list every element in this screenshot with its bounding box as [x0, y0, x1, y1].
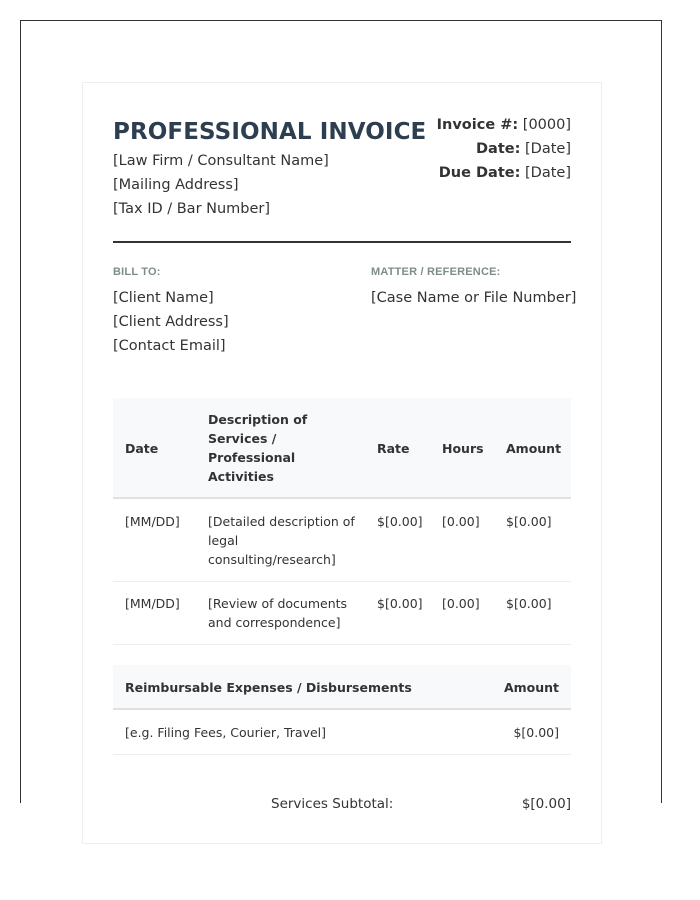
invoice-date-label: Date:	[476, 141, 521, 157]
matter-label: MATTER / REFERENCE:	[371, 266, 501, 278]
col-hours-header: Hours	[442, 441, 484, 456]
services-table-header	[113, 398, 571, 499]
firm-tax-id: [Tax ID / Bar Number]	[113, 201, 271, 217]
col-amount-header: Amount	[506, 441, 562, 456]
table-row	[113, 710, 571, 755]
invoice-number-line	[437, 117, 571, 133]
services-table	[113, 398, 571, 646]
expenses-table-header	[113, 665, 571, 710]
due-date-label: Due Date:	[438, 165, 521, 181]
invoice-sheet	[82, 82, 602, 844]
row-description: [Review of documents and correspondence]	[208, 596, 348, 630]
row-hours: [0.00]	[442, 514, 480, 529]
invoice-number-value: [0000]	[522, 117, 571, 133]
row-date: [MM/DD]	[125, 596, 180, 611]
row-date: [MM/DD]	[125, 514, 180, 529]
table-row	[113, 499, 571, 582]
table-row	[113, 582, 571, 645]
bill-to-label: BILL TO:	[113, 266, 161, 278]
services-subtotal-value: $[0.00]	[521, 796, 571, 812]
row-hours: [0.00]	[442, 596, 480, 611]
invoice-date-line	[476, 141, 571, 157]
due-date-line	[439, 165, 571, 181]
row-rate: $[0.00]	[377, 514, 423, 529]
expense-description-header: Reimbursable Expenses / Disbursements	[125, 680, 412, 695]
matter-value: [Case Name or File Number]	[371, 290, 577, 306]
col-date-header: Date	[125, 441, 159, 456]
expenses-table	[113, 665, 571, 755]
expense-description: [e.g. Filing Fees, Courier, Travel]	[125, 725, 327, 740]
services-subtotal-label: Services Subtotal:	[271, 796, 394, 812]
expense-amount: $[0.00]	[513, 725, 559, 740]
page-frame	[20, 20, 662, 812]
invoice-date-value: [Date]	[525, 141, 571, 157]
client-email: [Contact Email]	[113, 338, 226, 354]
client-name: [Client Name]	[113, 290, 214, 306]
client-address: [Client Address]	[113, 314, 229, 330]
due-date-value: [Date]	[525, 165, 571, 181]
expense-amount-header: Amount	[503, 680, 559, 695]
row-amount: $[0.00]	[506, 596, 552, 611]
firm-name: [Law Firm / Consultant Name]	[113, 153, 329, 169]
row-rate: $[0.00]	[377, 596, 423, 611]
col-description-header: Description of Services / Professional Activities	[208, 412, 308, 484]
invoice-title: PROFESSIONAL INVOICE	[113, 119, 427, 145]
row-description: [Detailed description of legal consulting/research]	[208, 514, 355, 567]
firm-address: [Mailing Address]	[113, 177, 239, 193]
row-amount: $[0.00]	[506, 514, 552, 529]
invoice-number-label: Invoice #:	[436, 117, 519, 133]
col-rate-header: Rate	[377, 441, 410, 456]
header-divider	[113, 241, 571, 243]
